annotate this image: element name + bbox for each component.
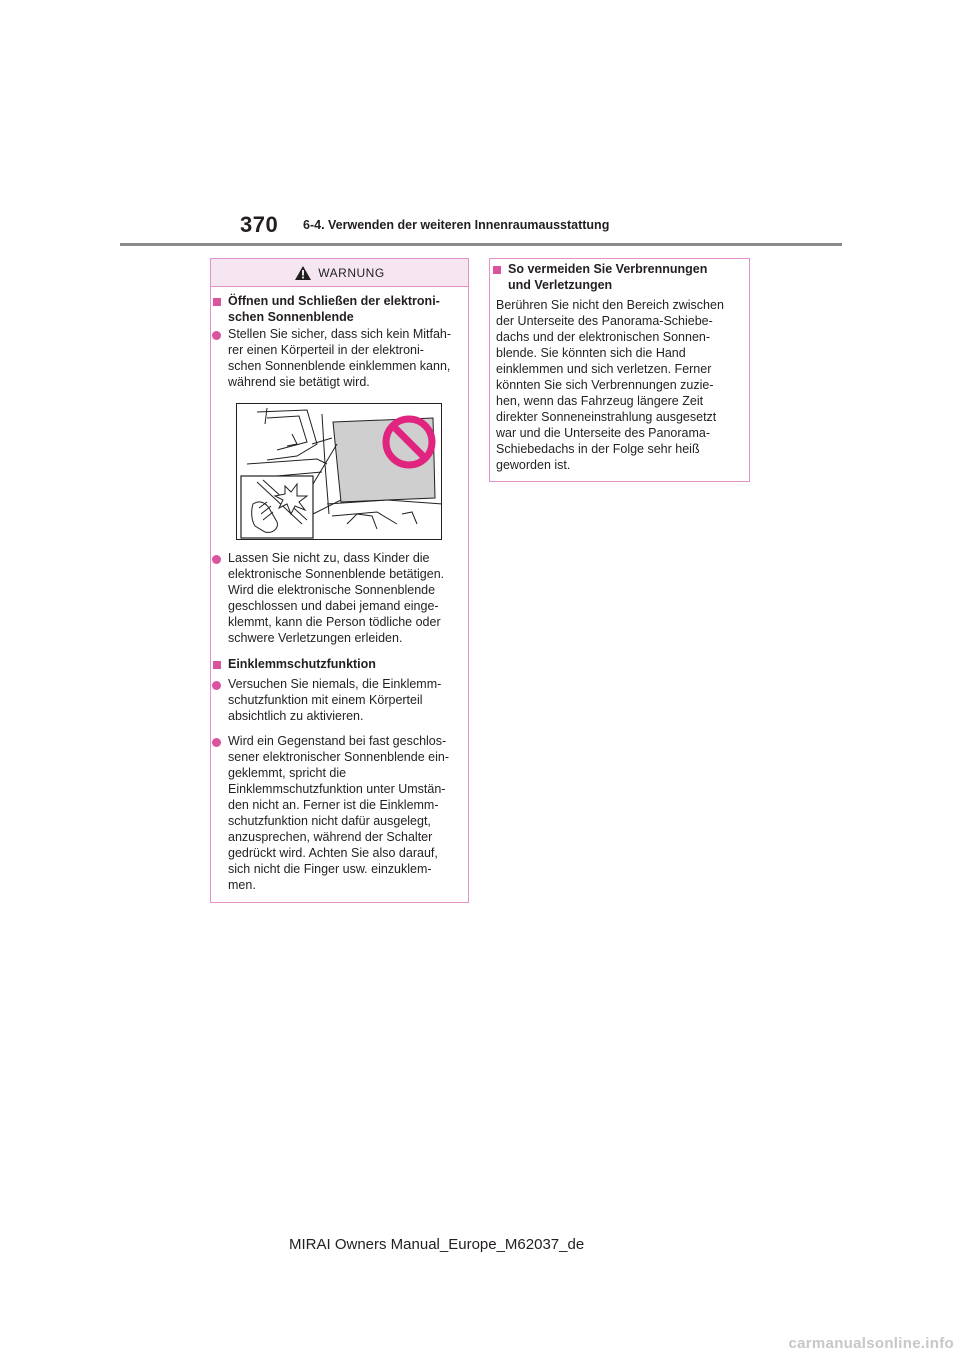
illustration-sunshade-pinch	[236, 403, 442, 540]
bullet-dot-icon	[212, 738, 221, 747]
footer-text: MIRAI Owners Manual_Europe_M62037_de	[289, 1236, 585, 1253]
bullet4-text: Wird ein Gegenstand bei fast geschlos- sener elektronischer Sonnenblende ein- geklemmt, spricht die Einklemmschutzfunktion unter Umstän- den nicht an. Ferner ist die Einklemm- schutzfunktion nicht dafür ausgelegt, anzusprechen, während der Schalter gedrückt wird. Achten Sie also darauf, sich nicht die Finger usw. einzuklem- men.	[228, 734, 449, 892]
right-body-text: Berühren Sie nicht den Bereich zwischen der Unterseite des Panorama-Schiebe- dachs und der elektronischen Sonnen- blende. Sie könnten sich die Hand einklemmen und sich verletzen. Ferner könnten Sie sich Verbrennungen zuzie- hen, wenn das Fahrzeug längere Zeit direkter Sonneneinstrahlung ausgesetzt war und die Unterseite des Panorama- Schiebedachs in der Folge sehr heiß geworden ist.	[496, 298, 724, 472]
watermark[interactable]: carmanualsonline.info	[788, 1335, 954, 1352]
bullet2-text: Lassen Sie nicht zu, dass Kinder die elektronische Sonnenblende betätigen. Wird die elektronische Sonnenblende geschlossen und dabei jemand einge- klemmt, kann die Person tödliche oder schwere Verletzungen erleiden.	[228, 551, 445, 645]
bullet-dot-icon	[212, 331, 221, 340]
section2-heading: Einklemmschutzfunktion	[228, 657, 376, 671]
bullet1-text: Stellen Sie sicher, dass sich kein Mitfah- rer einen Körperteil in der elektroni- schen Sonnenblende einklemmen kann, während sie betätigt wird.	[228, 327, 452, 389]
heading-square-icon	[213, 661, 221, 669]
right-heading: So vermeiden Sie Verbrennungen und Verletzungen	[508, 262, 708, 292]
page-number: 370	[240, 212, 279, 237]
warning-triangle-icon	[294, 265, 312, 281]
warning-label: WARNUNG	[318, 265, 385, 280]
bullet3-text: Versuchen Sie niemals, die Einklemm- schutzfunktion mit einem Körperteil absichtlich zu aktivieren.	[228, 677, 442, 723]
bullet-dot-icon	[212, 555, 221, 564]
bullet-dot-icon	[212, 681, 221, 690]
header-rule	[120, 243, 842, 246]
section-title: 6-4. Verwenden der weiteren Innenraumausstattung	[303, 218, 610, 232]
section1-heading: Öffnen und Schließen der elektroni- schen Sonnenblende	[228, 294, 440, 324]
warning-header	[211, 259, 468, 287]
heading-square-icon	[493, 266, 501, 274]
heading-square-icon	[213, 298, 221, 306]
